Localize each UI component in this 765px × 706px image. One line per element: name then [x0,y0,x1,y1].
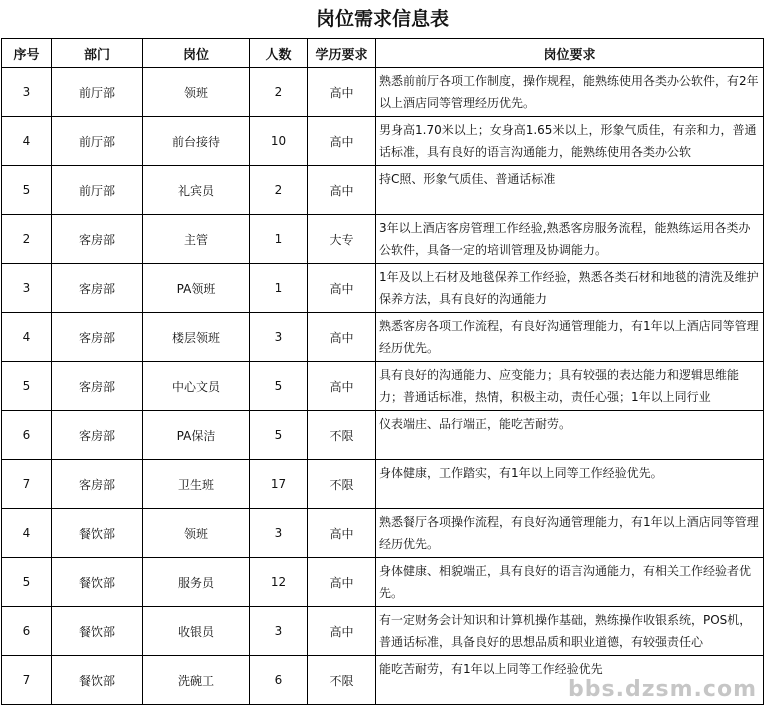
cell-post: 领班 [143,509,250,558]
cell-req [376,313,764,362]
page-title: 岗位需求信息表 [315,8,449,30]
cell-dept: 餐饮部 [52,558,143,607]
table-row [2,68,764,117]
cell-req [376,166,764,215]
requirement-text: 1年及以上石材及地毯保养工作经验，熟悉各类石材和地毯的清洗及维护保养方法，具有良好的沟通能力 [379,270,759,306]
table-row [2,607,764,656]
cell-count: 1 [250,215,308,264]
cell-post: 卫生班 [143,460,250,509]
requirement-text: 熟悉客房各项工作流程，有良好沟通管理能力，有1年以上酒店同等管理经历优先。 [379,319,759,355]
job-requirements-table [1,38,764,705]
cell-edu: 高中 [308,117,376,166]
cell-req [376,117,764,166]
cell-dept: 客房部 [52,411,143,460]
requirement-text: 熟悉前前厅各项工作制度，操作规程，能熟练使用各类办公软件，有2年以上酒店同等管理经历优先。 [379,74,759,110]
cell-post: 中心文员 [143,362,250,411]
cell-post: PA领班 [143,264,250,313]
cell-count: 12 [250,558,308,607]
cell-edu: 不限 [308,656,376,705]
cell-post: 礼宾员 [143,166,250,215]
cell-no: 4 [2,117,52,166]
cell-no: 7 [2,656,52,705]
cell-edu: 高中 [308,313,376,362]
cell-post: 前台接待 [143,117,250,166]
cell-req [376,460,764,509]
cell-count: 3 [250,313,308,362]
cell-req [376,411,764,460]
cell-edu: 高中 [308,166,376,215]
requirement-text: 具有良好的沟通能力、应变能力；具有较强的表达能力和逻辑思维能力；普通话标准，热情，积极主动，责任心强；1年以上同行业 [379,368,740,404]
table-row [2,215,764,264]
table-row [2,313,764,362]
cell-count: 2 [250,68,308,117]
cell-edu: 高中 [308,509,376,558]
table-header-row [2,39,764,68]
cell-edu: 高中 [308,264,376,313]
cell-no: 6 [2,411,52,460]
cell-count: 5 [250,411,308,460]
cell-req [376,362,764,411]
table-row [2,166,764,215]
cell-dept: 客房部 [52,215,143,264]
cell-edu: 不限 [308,460,376,509]
cell-edu: 不限 [308,411,376,460]
cell-count: 3 [250,607,308,656]
cell-count: 5 [250,362,308,411]
cell-edu: 高中 [308,607,376,656]
cell-count: 1 [250,264,308,313]
cell-no: 3 [2,264,52,313]
cell-no: 5 [2,362,52,411]
cell-no: 5 [2,166,52,215]
table-row [2,411,764,460]
cell-post: PA保洁 [143,411,250,460]
cell-req [376,607,764,656]
requirement-text: 能吃苦耐劳，有1年以上同等工作经验优先 [379,662,603,676]
table-row [2,362,764,411]
cell-req [376,68,764,117]
cell-req [376,215,764,264]
table-row [2,117,764,166]
cell-dept: 餐饮部 [52,509,143,558]
table-row [2,558,764,607]
table-row [2,509,764,558]
cell-post: 楼层领班 [143,313,250,362]
cell-no: 4 [2,509,52,558]
cell-dept: 前厅部 [52,117,143,166]
header-count: 人数 [250,39,308,68]
cell-edu: 高中 [308,362,376,411]
table-row [2,460,764,509]
cell-req [376,509,764,558]
cell-post: 洗碗工 [143,656,250,705]
header-edu: 学历要求 [308,39,376,68]
cell-dept: 餐饮部 [52,656,143,705]
cell-post: 服务员 [143,558,250,607]
requirement-text: 身体健康、相貌端正，具有良好的语言沟通能力，有相关工作经验者优先。 [379,564,752,600]
cell-dept: 客房部 [52,362,143,411]
cell-count: 2 [250,166,308,215]
cell-post: 领班 [143,68,250,117]
cell-count: 10 [250,117,308,166]
cell-dept: 前厅部 [52,166,143,215]
cell-req [376,264,764,313]
cell-no: 2 [2,215,52,264]
requirement-text: 仪表端庄、品行端正，能吃苦耐劳。 [379,417,572,431]
header-dept: 部门 [52,39,143,68]
cell-edu: 高中 [308,558,376,607]
cell-post: 收银员 [143,607,250,656]
requirement-text: 身体健康，工作踏实，有1年以上同等工作经验优先。 [379,466,663,480]
cell-edu: 大专 [308,215,376,264]
cell-count: 3 [250,509,308,558]
cell-no: 6 [2,607,52,656]
cell-no: 4 [2,313,52,362]
cell-dept: 前厅部 [52,68,143,117]
cell-dept: 餐饮部 [52,607,143,656]
watermark: bbs.dzsm.com [568,677,757,702]
table-row [2,264,764,313]
requirement-text: 持C照、形象气质佳、普通话标准 [379,172,556,186]
header-post: 岗位 [143,39,250,68]
cell-no: 5 [2,558,52,607]
cell-no: 3 [2,68,52,117]
cell-dept: 客房部 [52,313,143,362]
cell-edu: 高中 [308,68,376,117]
requirement-text: 男身高1.70米以上；女身高1.65米以上，形象气质佳，有亲和力，普通话标准，具有良好的语言沟通能力，能熟练使用各类办公软 [379,123,757,159]
header-no: 序号 [2,39,52,68]
cell-post: 主管 [143,215,250,264]
cell-dept: 客房部 [52,460,143,509]
header-req: 岗位要求 [376,39,764,68]
cell-no: 7 [2,460,52,509]
cell-dept: 客房部 [52,264,143,313]
requirement-text: 熟悉餐厅各项操作流程，有良好沟通管理能力，有1年以上酒店同等管理经历优先。 [379,515,759,551]
requirement-text: 3年以上酒店客房管理工作经验,熟悉客房服务流程，能熟练运用各类办公软件，具备一定的培训管理及协调能力。 [379,221,751,257]
cell-count: 6 [250,656,308,705]
requirement-text: 有一定财务会计知识和计算机操作基础，熟练操作收银系统，POS机，普通话标准，具备良好的思想品质和职业道德，有较强责任心 [379,613,752,649]
cell-req [376,558,764,607]
cell-count: 17 [250,460,308,509]
